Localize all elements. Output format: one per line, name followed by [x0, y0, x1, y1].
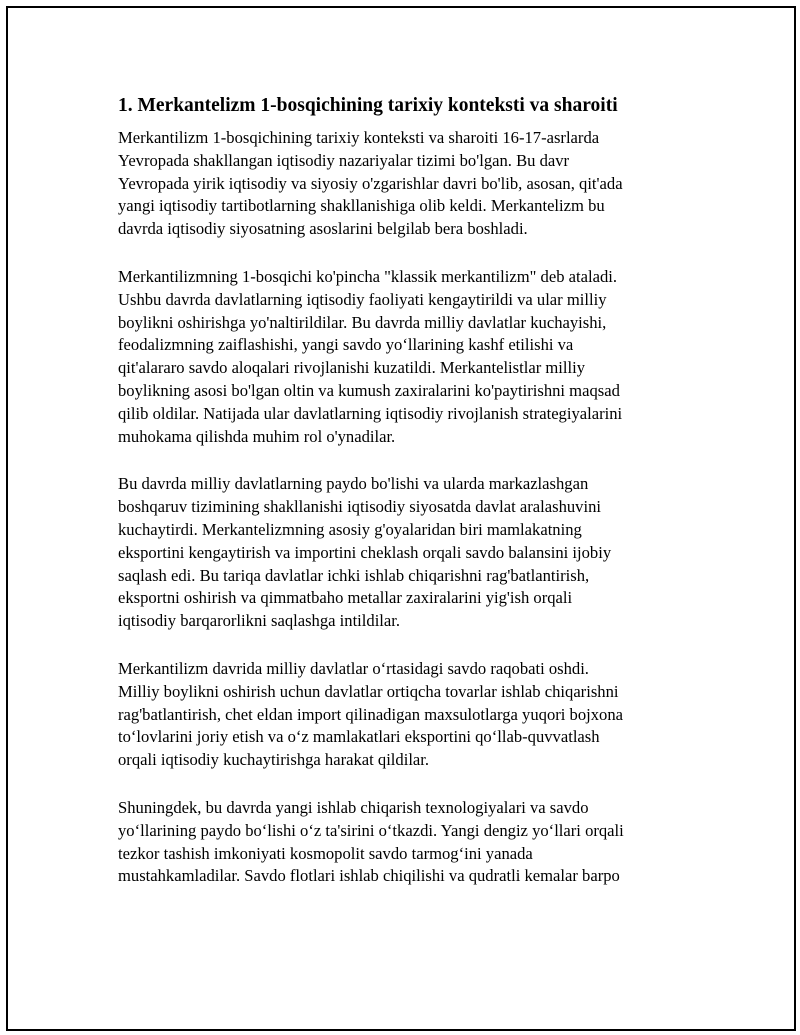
text-line: Milliy boylikni oshirish uchun davlatlar ortiqcha tovarlar ishlab chiqarishni: [118, 681, 619, 701]
text-line: eksportini kengaytirish va importini cheklash orqali savdo balansini ijobiy: [118, 542, 612, 562]
text-line: Ushbu davrda davlatlarning iqtisodiy faoliyati kengaytirildi va ular milliy: [118, 289, 607, 309]
text-line: Yevropada yirik iqtisodiy va siyosiy o'zgarishlar davri bo'lib, asosan, qit'ada: [118, 173, 623, 193]
text-line: Merkantilizm 1-bosqichining tarixiy konteksti va sharoiti 16-17-asrlarda: [118, 128, 600, 147]
text-line: saqlash edi. Bu tariqa davlatlar ichki ishlab chiqarishni rag'batlantirish,: [118, 565, 590, 585]
text-line: yo‘llarining paydo bo‘lishi o‘z ta'sirini o‘tkazdi. Yangi dengiz yo‘llari orqali: [118, 820, 624, 840]
text-line: boylikning asosi bo'lgan oltin va kumush zaxiralarini ko'paytirishni maqsad: [118, 380, 620, 400]
text-line: feodalizmning zaiflashishi, yangi savdo yo‘llarining kashf etilishi va: [118, 335, 574, 355]
text-line: Shuningdek, bu davrda yangi ishlab chiqarish texnologiyalari va savdo: [118, 797, 589, 817]
text-line: Merkantilizmning 1-bosqichi ko'pincha "klassik merkantilizm" deb ataladi.: [118, 266, 618, 286]
text-line: muhokama qilishda muhim rol o'ynadilar.: [118, 426, 396, 446]
paragraph: [118, 658, 698, 772]
document-body: [118, 92, 698, 913]
text-line: Bu davrda milliy davlatlarning paydo bo'lishi va ularda markazlashgan: [118, 474, 589, 494]
text-line: orqali iqtisodiy kuchaytirishga harakat qildilar.: [118, 750, 430, 770]
text-line: tezkor tashish imkoniyati kosmopolit savdo tarmog‘ini yanada: [118, 843, 533, 863]
text-line: rag'batlantirish, chet eldan import qilinadigan maxsulotlarga yuqori bojxona: [118, 704, 623, 724]
text-line: Merkantilizm davrida milliy davlatlar o‘rtasidagi savdo raqobati oshdi.: [118, 658, 589, 678]
text-line: yangi iqtisodiy tartibotlarning shakllanishiga olib keldi. Merkantelizm bu: [118, 196, 605, 216]
text-line: kuchaytirdi. Merkantelizmning asosiy g'oyalaridan biri mamlakatning: [118, 519, 582, 539]
text-line: boylikni oshirishga yo'naltirildilar. Bu davrda milliy davlatlar kuchayishi,: [118, 312, 607, 332]
document-title: 1. Merkantelizm 1-bosqichining tarixiy konteksti va sharoiti: [118, 95, 618, 116]
paragraph: [118, 473, 698, 633]
paragraph: [118, 797, 698, 888]
text-line: qilib oldilar. Natijada ular davlatlarning iqtisodiy rivojlanish strategiyalarini: [118, 403, 623, 423]
text-line: Yevropada shakllangan iqtisodiy nazariyalar tizimi bo'lgan. Bu davr: [118, 150, 570, 170]
text-line: qit'alararo savdo aloqalari rivojlanishi kuzatildi. Merkantelistlar milliy: [118, 358, 586, 378]
text-line: mustahkamladilar. Savdo flotlari ishlab chiqilishi va qudratli kemalar barpo: [118, 866, 620, 886]
text-line: davrda iqtisodiy siyosatning asoslarini belgilab bera boshladi.: [118, 219, 528, 239]
text-line: iqtisodiy barqarorlikni saqlashga intildilar.: [118, 611, 401, 631]
text-line: eksportni oshirish va qimmatbaho metallar zaxiralarini yig'ish orqali: [118, 588, 573, 608]
text-line: to‘lovlarini joriy etish va o‘z mamlakatlari eksportini qo‘llab-quvvatlash: [118, 727, 600, 747]
paragraph: [118, 127, 698, 241]
paragraph: [118, 266, 698, 448]
text-line: boshqaruv tizimining shakllanishi iqtisodiy siyosatda davlat aralashuvini: [118, 497, 601, 517]
